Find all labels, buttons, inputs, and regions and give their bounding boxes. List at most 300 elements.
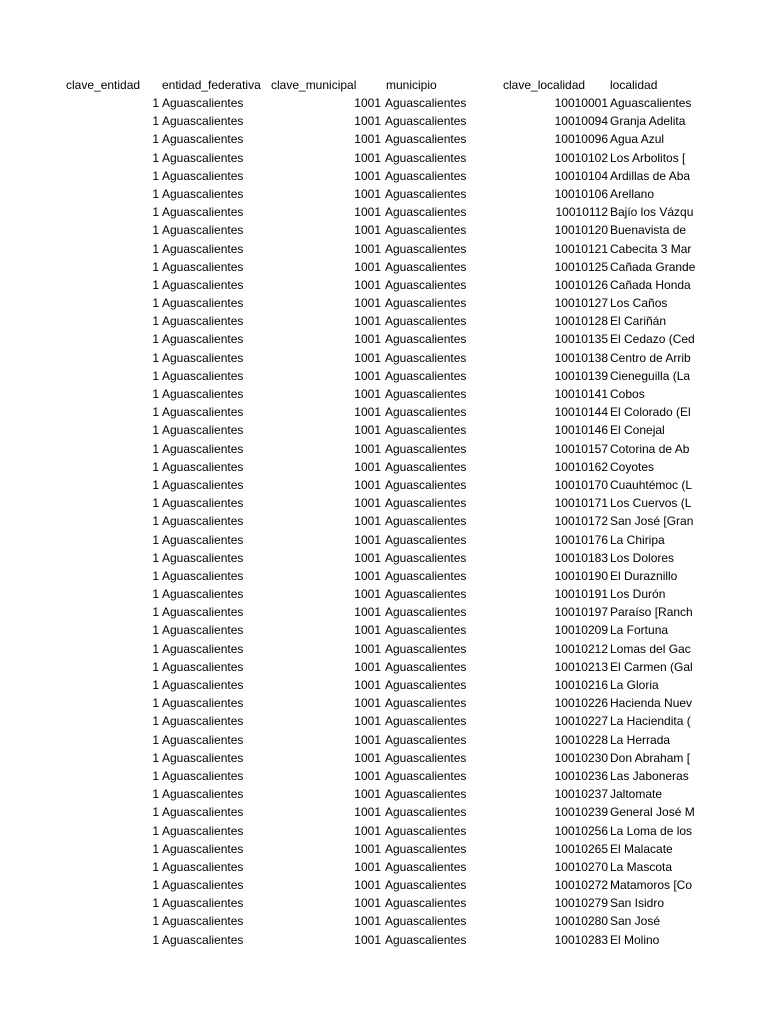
cell-clave-localidad: 10010190 [554,568,608,583]
cell-clave-entidad: 1 [152,641,159,656]
header-row [0,76,696,94]
cell-localidad: La Mascota [610,859,673,874]
cell-entidad-federativa: Aguascalientes [162,696,244,711]
cell-clave-localidad: 10010265 [554,841,608,856]
table-row [0,931,696,949]
table-row [0,621,696,639]
table-row [0,330,696,348]
cell-entidad-federativa: Aguascalientes [162,805,244,820]
cell-clave-municipal: 1001 [354,477,381,492]
cell-localidad: El Cedazo (Ced [610,332,695,347]
cell-municipio: Aguascalientes [385,205,467,220]
cell-clave-entidad: 1 [152,805,159,820]
cell-clave-municipal: 1001 [354,750,381,765]
cell-municipio: Aguascalientes [385,732,467,747]
header-clave-municipal: clave_municipal [271,78,357,92]
cell-entidad-federativa: Aguascalientes [162,168,244,183]
cell-clave-entidad: 1 [152,114,159,129]
cell-clave-localidad: 10010230 [554,750,608,765]
cell-entidad-federativa: Aguascalientes [162,932,244,947]
cell-entidad-federativa: Aguascalientes [162,241,244,256]
cell-clave-entidad: 1 [152,241,159,256]
cell-clave-localidad: 10010212 [554,641,608,656]
cell-entidad-federativa: Aguascalientes [162,859,244,874]
table-row [0,476,696,494]
cell-entidad-federativa: Aguascalientes [162,823,244,838]
header-clave-localidad: clave_localidad [503,78,586,92]
cell-clave-municipal: 1001 [354,841,381,856]
cell-clave-entidad: 1 [152,387,159,401]
cell-clave-entidad: 1 [152,332,159,347]
cell-clave-entidad: 1 [152,296,159,311]
table-row [0,240,696,258]
cell-clave-municipal: 1001 [354,623,381,638]
table-row [0,712,696,730]
table-row [0,149,696,167]
cell-entidad-federativa: Aguascalientes [162,186,244,201]
cell-clave-entidad: 1 [152,550,159,565]
cell-clave-localidad: 10010126 [554,277,608,292]
data-table [0,76,696,956]
cell-clave-localidad: 10010112 [555,205,608,220]
cell-clave-localidad: 10010270 [554,859,608,874]
cell-localidad: Las Jaboneras [610,768,689,783]
table-row [0,294,696,312]
cell-localidad: Agua Azul [610,132,665,147]
cell-clave-municipal: 1001 [354,314,381,329]
cell-clave-entidad: 1 [152,568,159,583]
table-row [0,130,696,148]
cell-entidad-federativa: Aguascalientes [162,314,244,329]
cell-clave-municipal: 1001 [354,96,381,110]
cell-clave-entidad: 1 [152,859,159,874]
cell-clave-localidad: 10010162 [554,459,608,474]
cell-localidad: Don Abraham [ [610,750,691,765]
cell-localidad: La Loma de los [610,823,693,838]
table-row [0,803,696,821]
cell-entidad-federativa: Aguascalientes [162,150,244,165]
table-row [0,421,696,439]
cell-localidad: Cieneguilla (La [610,368,691,383]
table-row [0,676,696,694]
cell-municipio: Aguascalientes [385,787,467,802]
cell-clave-municipal: 1001 [354,805,381,820]
cell-municipio: Aguascalientes [385,96,467,110]
cell-entidad-federativa: Aguascalientes [162,678,244,692]
table-row [0,731,696,749]
table-row [0,640,696,658]
cell-clave-municipal: 1001 [354,641,381,656]
cell-localidad: El Cariñán [610,314,667,329]
table-row [0,876,696,894]
cell-clave-localidad: 10010226 [554,696,608,711]
cell-clave-localidad: 10010213 [554,659,608,674]
cell-entidad-federativa: Aguascalientes [162,96,244,110]
cell-entidad-federativa: Aguascalientes [162,532,244,547]
cell-entidad-federativa: Aguascalientes [162,387,244,401]
cell-entidad-federativa: Aguascalientes [162,914,244,929]
cell-clave-localidad: 10010279 [554,896,608,911]
cell-clave-entidad: 1 [152,205,159,220]
cell-localidad: Los Dolores [610,550,675,565]
cell-clave-entidad: 1 [152,896,159,911]
cell-clave-entidad: 1 [152,878,159,893]
cell-entidad-federativa: Aguascalientes [162,623,244,638]
cell-clave-localidad: 10010104 [554,168,608,183]
cell-localidad: Cobos [610,387,645,401]
cell-municipio: Aguascalientes [385,132,467,147]
cell-clave-municipal: 1001 [354,823,381,838]
cell-clave-entidad: 1 [152,532,159,547]
cell-clave-municipal: 1001 [354,914,381,929]
cell-localidad: El Malacate [610,841,673,856]
table-row [0,858,696,876]
cell-clave-localidad: 10010128 [554,314,608,329]
cell-entidad-federativa: Aguascalientes [162,768,244,783]
cell-municipio: Aguascalientes [385,459,467,474]
cell-localidad: El Duraznillo [610,568,678,583]
cell-municipio: Aguascalientes [385,914,467,929]
table-row [0,767,696,785]
cell-localidad: La Haciendita ( [610,714,691,729]
cell-entidad-federativa: Aguascalientes [162,496,244,511]
cell-clave-municipal: 1001 [354,605,381,620]
cell-clave-municipal: 1001 [354,768,381,783]
cell-clave-localidad: 10010146 [554,423,608,438]
cell-clave-entidad: 1 [152,168,159,183]
table-row [0,749,696,767]
cell-clave-municipal: 1001 [354,714,381,729]
cell-clave-localidad: 10010094 [554,114,608,129]
header-entidad-federativa: entidad_federativa [162,78,261,92]
table-row [0,785,696,803]
cell-clave-municipal: 1001 [354,332,381,347]
cell-clave-municipal: 1001 [354,114,381,129]
cell-entidad-federativa: Aguascalientes [162,205,244,220]
cell-clave-entidad: 1 [152,423,159,438]
table-row [0,822,696,840]
cell-municipio: Aguascalientes [385,277,467,292]
cell-municipio: Aguascalientes [385,350,467,365]
cell-municipio: Aguascalientes [385,241,467,256]
cell-municipio: Aguascalientes [385,805,467,820]
cell-clave-entidad: 1 [152,514,159,529]
cell-municipio: Aguascalientes [385,641,467,656]
cell-clave-localidad: 10010239 [554,805,608,820]
cell-municipio: Aguascalientes [385,859,467,874]
cell-clave-entidad: 1 [152,787,159,802]
cell-entidad-federativa: Aguascalientes [162,368,244,383]
cell-municipio: Aguascalientes [385,550,467,565]
cell-clave-municipal: 1001 [354,659,381,674]
cell-clave-municipal: 1001 [354,259,381,274]
cell-clave-entidad: 1 [152,496,159,511]
cell-municipio: Aguascalientes [385,186,467,201]
cell-clave-entidad: 1 [152,696,159,711]
cell-clave-localidad: 10010236 [554,768,608,783]
cell-clave-municipal: 1001 [354,368,381,383]
table-row [0,221,696,239]
cell-entidad-federativa: Aguascalientes [162,459,244,474]
cell-clave-localidad: 10010141 [554,387,608,401]
cell-clave-entidad: 1 [152,350,159,365]
table-row [0,385,696,403]
cell-clave-localidad: 10010283 [554,932,608,947]
cell-clave-municipal: 1001 [354,387,381,401]
cell-entidad-federativa: Aguascalientes [162,550,244,565]
cell-municipio: Aguascalientes [385,605,467,620]
cell-entidad-federativa: Aguascalientes [162,223,244,238]
cell-municipio: Aguascalientes [385,568,467,583]
table-row [0,458,696,476]
table-row [0,585,696,603]
table-row [0,112,696,130]
cell-municipio: Aguascalientes [385,168,467,183]
table-row [0,258,696,276]
cell-clave-localidad: 10010197 [554,605,608,620]
table-row [0,167,696,185]
cell-municipio: Aguascalientes [385,496,467,511]
cell-municipio: Aguascalientes [385,405,467,420]
cell-municipio: Aguascalientes [385,259,467,274]
cell-clave-municipal: 1001 [354,241,381,256]
table-row [0,894,696,912]
cell-clave-entidad: 1 [152,459,159,474]
table-row [0,203,696,221]
cell-entidad-federativa: Aguascalientes [162,732,244,747]
cell-clave-municipal: 1001 [354,696,381,711]
cell-municipio: Aguascalientes [385,477,467,492]
cell-clave-entidad: 1 [152,277,159,292]
table-row [0,312,696,330]
header-localidad: localidad [610,78,658,92]
cell-clave-municipal: 1001 [354,678,381,692]
cell-clave-entidad: 1 [152,186,159,201]
cell-clave-municipal: 1001 [354,459,381,474]
cell-localidad: Los Durón [610,587,666,602]
cell-localidad: La Herrada [610,732,671,747]
cell-clave-municipal: 1001 [354,405,381,420]
cell-localidad: Cuauhtémoc (L [610,477,693,492]
cell-localidad: Bajío los Vázqu [610,205,694,220]
cell-localidad: Paraíso [Ranch [610,605,693,620]
cell-clave-municipal: 1001 [354,532,381,547]
cell-entidad-federativa: Aguascalientes [162,350,244,365]
cell-municipio: Aguascalientes [385,532,467,547]
cell-clave-localidad: 10010171 [554,496,608,511]
cell-clave-localidad: 10010106 [554,186,608,201]
cell-clave-municipal: 1001 [354,186,381,201]
table-row [0,276,696,294]
cell-clave-localidad: 10010135 [554,332,608,347]
header-clave-entidad: clave_entidad [66,78,141,92]
cell-clave-entidad: 1 [152,150,159,165]
cell-clave-localidad: 10010237 [554,787,608,802]
cell-localidad: Los Arbolitos [ [610,150,686,165]
cell-clave-entidad: 1 [152,477,159,492]
cell-clave-localidad: 10010191 [554,587,608,602]
cell-localidad: Hacienda Nuev [610,696,693,711]
cell-clave-entidad: 1 [152,659,159,674]
cell-clave-localidad: 10010144 [554,405,608,420]
cell-clave-municipal: 1001 [354,787,381,802]
cell-municipio: Aguascalientes [385,678,467,692]
cell-clave-municipal: 1001 [354,168,381,183]
cell-localidad: San José [610,914,661,929]
cell-clave-entidad: 1 [152,223,159,238]
cell-municipio: Aguascalientes [385,750,467,765]
cell-municipio: Aguascalientes [385,896,467,911]
cell-municipio: Aguascalientes [385,823,467,838]
cell-clave-municipal: 1001 [354,496,381,511]
cell-clave-entidad: 1 [152,259,159,274]
cell-municipio: Aguascalientes [385,387,467,401]
table-row [0,658,696,676]
cell-localidad: Coyotes [610,459,655,474]
cell-localidad: Cañada Honda [610,277,691,292]
cell-entidad-federativa: Aguascalientes [162,441,244,456]
cell-clave-entidad: 1 [152,914,159,929]
cell-localidad: Ardillas de Aba [610,168,691,183]
cell-entidad-federativa: Aguascalientes [162,259,244,274]
cell-municipio: Aguascalientes [385,932,467,947]
cell-entidad-federativa: Aguascalientes [162,477,244,492]
cell-localidad: Jaltomate [610,787,663,802]
cell-clave-municipal: 1001 [354,932,381,947]
cell-municipio: Aguascalientes [385,514,467,529]
cell-municipio: Aguascalientes [385,314,467,329]
cell-entidad-federativa: Aguascalientes [162,423,244,438]
cell-clave-localidad: 10010121 [554,241,608,256]
cell-municipio: Aguascalientes [385,441,467,456]
cell-municipio: Aguascalientes [385,696,467,711]
cell-municipio: Aguascalientes [385,768,467,783]
cell-clave-localidad: 10010120 [554,223,608,238]
cell-clave-municipal: 1001 [354,423,381,438]
cell-localidad: General José M [610,805,695,820]
cell-clave-municipal: 1001 [354,568,381,583]
cell-localidad: La Fortuna [610,623,669,638]
cell-clave-entidad: 1 [152,96,159,110]
cell-localidad: El Conejal [610,423,665,438]
cell-localidad: San José [Gran [610,514,694,529]
cell-clave-localidad: 10010280 [554,914,608,929]
cell-clave-entidad: 1 [152,732,159,747]
cell-clave-municipal: 1001 [354,205,381,220]
cell-localidad: El Carmen (Gal [610,659,693,674]
cell-entidad-federativa: Aguascalientes [162,514,244,529]
cell-clave-entidad: 1 [152,932,159,947]
cell-entidad-federativa: Aguascalientes [162,896,244,911]
cell-clave-entidad: 1 [152,605,159,620]
cell-localidad: Matamoros [Co [610,878,693,893]
cell-clave-municipal: 1001 [354,514,381,529]
cell-clave-entidad: 1 [152,405,159,420]
cell-clave-localidad: 10010183 [554,550,608,565]
cell-entidad-federativa: Aguascalientes [162,605,244,620]
cell-localidad: Arellano [610,186,655,201]
table-row [0,494,696,512]
table-row [0,912,696,930]
table-row [0,694,696,712]
cell-entidad-federativa: Aguascalientes [162,714,244,729]
cell-clave-entidad: 1 [152,314,159,329]
cell-entidad-federativa: Aguascalientes [162,659,244,674]
cell-clave-entidad: 1 [152,768,159,783]
cell-clave-localidad: 10010176 [554,532,608,547]
cell-clave-localidad: 10010127 [554,296,608,311]
cell-localidad: Cabecita 3 Mar [610,241,692,256]
cell-municipio: Aguascalientes [385,659,467,674]
cell-localidad: Lomas del Gac [610,641,691,656]
cell-localidad: San Isidro [610,896,665,911]
cell-municipio: Aguascalientes [385,332,467,347]
cell-localidad: Aguascalientes [610,96,692,110]
cell-entidad-federativa: Aguascalientes [162,568,244,583]
cell-clave-entidad: 1 [152,750,159,765]
cell-entidad-federativa: Aguascalientes [162,787,244,802]
cell-municipio: Aguascalientes [385,423,467,438]
table-row [0,549,696,567]
cell-clave-municipal: 1001 [354,150,381,165]
cell-entidad-federativa: Aguascalientes [162,878,244,893]
cell-clave-localidad: 10010138 [554,350,608,365]
cell-clave-municipal: 1001 [354,859,381,874]
cell-clave-localidad: 10010001 [554,96,608,110]
table-row [0,531,696,549]
table-row [0,367,696,385]
cell-entidad-federativa: Aguascalientes [162,641,244,656]
cell-localidad: Cañada Grande [610,259,696,274]
cell-localidad: La Gloria [610,678,659,692]
cell-clave-localidad: 10010216 [554,678,608,692]
table-row [0,440,696,458]
cell-entidad-federativa: Aguascalientes [162,750,244,765]
cell-entidad-federativa: Aguascalientes [162,841,244,856]
cell-clave-entidad: 1 [152,714,159,729]
cell-clave-localidad: 10010170 [554,477,608,492]
cell-clave-municipal: 1001 [354,296,381,311]
cell-localidad: El Colorado (El [610,405,691,420]
cell-entidad-federativa: Aguascalientes [162,332,244,347]
cell-localidad: Los Caños [610,296,668,311]
cell-clave-localidad: 10010256 [554,823,608,838]
cell-clave-entidad: 1 [152,441,159,456]
cell-localidad: Cotorina de Ab [610,441,690,456]
cell-clave-localidad: 10010096 [554,132,608,147]
cell-entidad-federativa: Aguascalientes [162,277,244,292]
cell-clave-localidad: 10010125 [554,259,608,274]
cell-municipio: Aguascalientes [385,714,467,729]
cell-municipio: Aguascalientes [385,623,467,638]
table-row [0,840,696,858]
cell-clave-entidad: 1 [152,132,159,147]
cell-municipio: Aguascalientes [385,878,467,893]
cell-municipio: Aguascalientes [385,150,467,165]
cell-clave-municipal: 1001 [354,550,381,565]
cell-clave-entidad: 1 [152,841,159,856]
table-row [0,567,696,585]
cell-clave-municipal: 1001 [354,878,381,893]
cell-localidad: Granja Adelita [610,114,686,129]
cell-clave-municipal: 1001 [354,223,381,238]
table-row [0,603,696,621]
cell-clave-municipal: 1001 [354,732,381,747]
cell-clave-municipal: 1001 [354,277,381,292]
cell-clave-localidad: 10010102 [554,150,608,165]
cell-clave-localidad: 10010139 [554,368,608,383]
cell-clave-localidad: 10010172 [554,514,608,529]
